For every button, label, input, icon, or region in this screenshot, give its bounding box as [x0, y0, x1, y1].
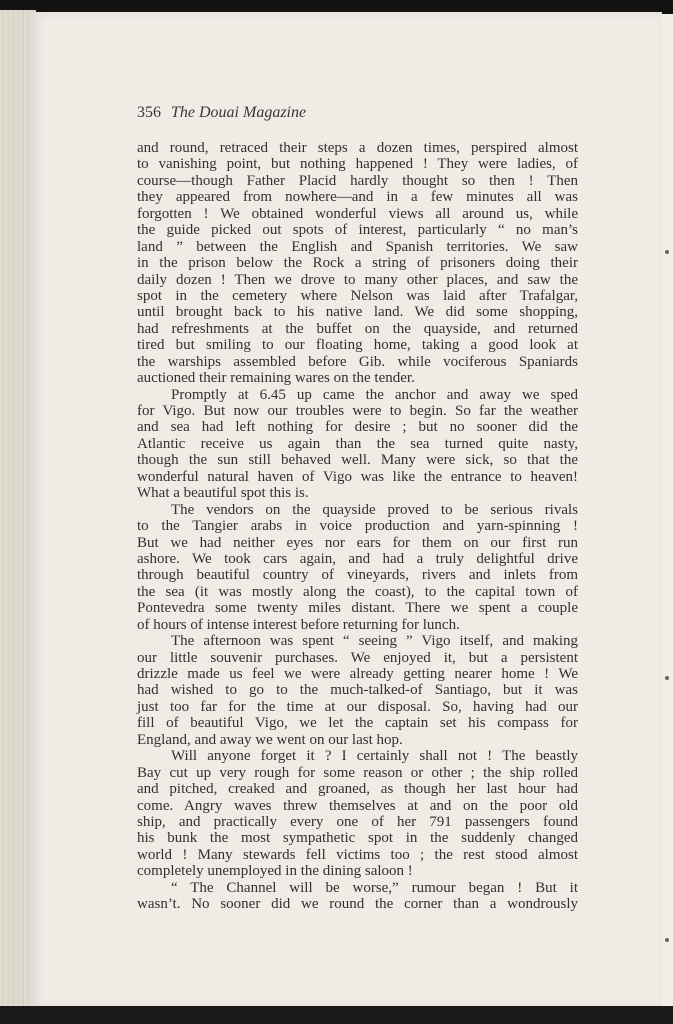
- text-line: Pontevedra some twenty miles distant. There we spent a couple: [137, 600, 578, 617]
- text-line: land ” between the English and Spanish territories. We saw: [137, 238, 578, 255]
- text-line: course—though Father Placid hardly thought so then ! Then: [137, 172, 578, 189]
- text-line: spot in the cemetery where Nelson was laid after Trafalgar,: [137, 287, 578, 304]
- text-line: and round, retraced their steps a dozen times, perspired almost: [137, 140, 578, 156]
- text-line: the guide picked out spots of interest, particularly “ no man’s: [137, 222, 578, 239]
- text-line: of hours of intense interest before returning for lunch.: [137, 616, 460, 633]
- text-line: our little souvenir purchases. We enjoyed it, but a persistent: [137, 649, 578, 666]
- text-line: Bay cut up very rough for some reason or other ; the ship rolled: [137, 764, 578, 781]
- scan-bottom-shadow: [0, 1006, 673, 1024]
- text-line: world ! Many stewards fell victims too ; the rest stood almost: [137, 846, 578, 863]
- text-line: had wished to go to the much-talked-of Santiago, but it was: [137, 682, 578, 699]
- text-line: tired but smiling to our floating home, taking a good look at: [137, 337, 578, 354]
- text-line: What a beautiful spot this is.: [137, 485, 309, 502]
- text-line: come. Angry waves threw themselves at and on the poor old: [137, 797, 578, 814]
- text-line: England, and away we went on our last hop.: [137, 731, 403, 748]
- page-number: 356: [137, 104, 161, 121]
- text-line: for Vigo. But now our troubles were to begin. So far the weather: [137, 403, 578, 419]
- text-line: to the Tangier arabs in voice production and yarn-spinning !: [137, 518, 578, 535]
- paragraph-first-line: “ The Channel will be worse,” rumour began ! But it: [171, 879, 578, 896]
- text-line: But we had neither eyes nor ears for them on our first run: [137, 534, 578, 551]
- text-line: had refreshments at the buffet on the quayside, and returned: [137, 320, 578, 337]
- text-line: ship, and practically every one of her 791 passengers found: [137, 813, 578, 830]
- text-line: though the sun still behaved well. Many were sick, so that the: [137, 452, 578, 469]
- paragraph-first-line: The vendors on the quayside proved to be serious rivals: [171, 501, 578, 518]
- text-line: fill of beautiful Vigo, we let the captain set his compass for: [137, 715, 578, 732]
- text-line: ashore. We took cars again, and had a truly delightful drive: [137, 550, 578, 567]
- paragraph-first-line: Promptly at 6.45 up came the anchor and away we sped: [171, 386, 578, 403]
- text-line: Atlantic receive us again than the sea turned quite nasty,: [137, 435, 578, 452]
- body-text: [137, 140, 578, 913]
- text-line: auctioned their remaining wares on the tender.: [137, 370, 415, 387]
- paragraph-first-line: Will anyone forget it ? I certainly shall not ! The beastly: [171, 748, 578, 765]
- text-line: and pitched, creaked and groaned, as though her last hour had: [137, 781, 578, 798]
- text-line: completely unemployed in the dining saloon !: [137, 863, 413, 880]
- text-line: until brought back to his native land. We did some shopping,: [137, 304, 578, 321]
- text-line: forgotten ! We obtained wonderful views all around us, while: [137, 205, 578, 222]
- margin-speck: [665, 938, 669, 942]
- text-line: his bunk the most sympathetic spot in the suddenly changed: [137, 830, 578, 847]
- paragraph-first-line: The afternoon was spent “ seeing ” Vigo itself, and making: [171, 633, 578, 650]
- text-line: drizzle made us feel we were already getting nearer home ! We: [137, 666, 578, 682]
- text-line: daily dozen ! Then we drove to many other places, and saw the: [137, 271, 578, 288]
- text-line: through beautiful country of vineyards, rivers and inlets from: [137, 567, 578, 584]
- text-line: they appeared from nowhere—and in a few minutes all was: [137, 189, 578, 206]
- running-head: [137, 104, 306, 122]
- text-line: wonderful natural haven of Vigo was like the entrance to heaven!: [137, 468, 578, 485]
- margin-speck: [665, 676, 669, 680]
- text-line: just too far for the time at our disposal. So, having had our: [137, 698, 578, 715]
- text-line: the sea (it was mostly along the coast), to the capital town of: [137, 583, 578, 600]
- text-line: and sea had left nothing for desire ; but no sooner did the: [137, 419, 578, 436]
- text-line: to vanishing point, but nothing happened ! They were ladies, of: [137, 156, 578, 173]
- text-line: in the prison below the Rock a string of prisoners doing their: [137, 255, 578, 272]
- text-line: wasn’t. No sooner did we round the corner than a wondrously: [137, 896, 578, 913]
- page-right-edge: [662, 14, 673, 1008]
- journal-title: The Douai Magazine: [171, 104, 307, 121]
- margin-speck: [665, 250, 669, 254]
- text-line: the warships assembled before Gib. while vociferous Spaniards: [137, 353, 578, 370]
